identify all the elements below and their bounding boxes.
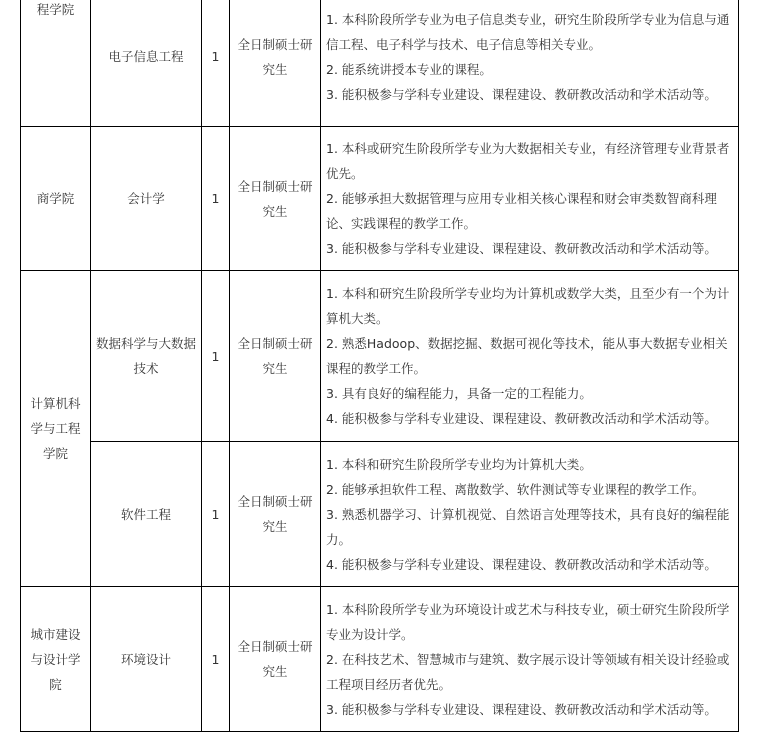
position-count: 1 bbox=[211, 506, 220, 522]
recruitment-table-container bbox=[20, 0, 738, 732]
education-type-cell bbox=[230, 442, 321, 587]
major-name: 数据科学与大数据技术 bbox=[95, 336, 196, 376]
count-cell bbox=[202, 127, 230, 271]
education-type: 全日制硕士研究生 bbox=[237, 336, 313, 376]
college-cell bbox=[21, 127, 91, 271]
requirement-item: 3. 具有良好的编程能力，具备一定的工程能力。 bbox=[326, 386, 592, 401]
requirement-item: 4. 能积极参与学科专业建设、课程建设、教研教改活动和学术活动等。 bbox=[326, 411, 717, 426]
recruitment-table bbox=[20, 0, 739, 732]
education-type: 全日制硕士研究生 bbox=[237, 36, 313, 77]
count-cell bbox=[202, 0, 230, 127]
requirement-item: 2. 熟悉Hadoop、数据挖掘、数据可视化等技术，能从事大数据专业相关课程的教学工作。 bbox=[326, 336, 728, 376]
requirements-cell bbox=[321, 0, 739, 127]
education-type: 全日制硕士研究生 bbox=[237, 494, 313, 534]
major-cell bbox=[91, 0, 202, 127]
requirements-cell bbox=[321, 271, 739, 442]
requirement-item: 1. 本科或研究生阶段所学专业为大数据相关专业，有经济管理专业背景者优先。 bbox=[326, 141, 730, 181]
education-type-cell bbox=[230, 127, 321, 271]
requirements-cell bbox=[321, 442, 739, 587]
education-type-cell bbox=[230, 587, 321, 732]
count-cell bbox=[202, 271, 230, 442]
position-count: 1 bbox=[211, 348, 220, 364]
table-row bbox=[21, 442, 739, 587]
college-cell bbox=[21, 271, 91, 587]
requirement-item: 1. 本科和研究生阶段所学专业均为计算机大类。 bbox=[326, 456, 592, 472]
requirement-item: 3. 能积极参与学科专业建设、课程建设、教研教改活动和学术活动等。 bbox=[326, 86, 717, 102]
requirement-item: 1. 本科阶段所学专业为环境设计或艺术与科技专业，硕士研究生阶段所学专业为设计学。 bbox=[326, 601, 730, 642]
count-cell bbox=[202, 442, 230, 587]
major-name: 软件工程 bbox=[120, 506, 171, 522]
requirement-item: 2. 能系统讲授本专业的课程。 bbox=[326, 61, 492, 77]
requirement-item: 3. 熟悉机器学习、计算机视觉、自然语言处理等技术，具有良好的编程能力。 bbox=[326, 506, 730, 547]
position-count: 1 bbox=[211, 651, 220, 667]
major-name: 环境设计 bbox=[120, 651, 171, 667]
table-row bbox=[21, 271, 739, 442]
requirement-item: 2. 能够承担软件工程、离散数学、软件测试等专业课程的教学工作。 bbox=[326, 481, 705, 497]
requirement-item: 2. 在科技艺术、智慧城市与建筑、数字展示设计等领域有相关设计经验或工程项目经历者优先。 bbox=[326, 651, 730, 692]
requirements-cell bbox=[321, 587, 739, 732]
major-name: 电子信息工程 bbox=[108, 49, 184, 64]
table-row bbox=[21, 0, 739, 127]
college-cell bbox=[21, 587, 91, 732]
table-row bbox=[21, 587, 739, 732]
education-type: 全日制硕士研究生 bbox=[237, 178, 313, 219]
requirement-item: 1. 本科阶段所学专业为电子信息类专业，研究生阶段所学专业为信息与通信工程、电子科学与技术、电子信息等相关专业。 bbox=[326, 11, 730, 52]
major-cell bbox=[91, 271, 202, 442]
college-name: 程学院 bbox=[36, 2, 75, 17]
major-name: 会计学 bbox=[127, 191, 165, 206]
college-name: 计算机科学与工程学院 bbox=[30, 396, 81, 461]
requirement-item: 2. 能够承担大数据管理与应用专业相关核心课程和财会审类数智商科理论、实践课程的教学工作。 bbox=[326, 191, 717, 231]
count-cell bbox=[202, 587, 230, 732]
table-row bbox=[21, 127, 739, 271]
major-cell bbox=[91, 127, 202, 271]
college-name: 城市建设与设计学院 bbox=[30, 626, 81, 692]
major-cell bbox=[91, 587, 202, 732]
position-count: 1 bbox=[211, 191, 220, 206]
requirement-item: 1. 本科和研究生阶段所学专业均为计算机或数学大类，且至少有一个为计算机大类。 bbox=[326, 286, 730, 326]
requirement-item: 3. 能积极参与学科专业建设、课程建设、教研教改活动和学术活动等。 bbox=[326, 701, 717, 717]
college-cell bbox=[21, 0, 91, 127]
requirement-item: 3. 能积极参与学科专业建设、课程建设、教研教改活动和学术活动等。 bbox=[326, 241, 717, 256]
major-cell bbox=[91, 442, 202, 587]
requirement-item: 4. 能积极参与学科专业建设、课程建设、教研教改活动和学术活动等。 bbox=[326, 556, 717, 572]
education-type-cell bbox=[230, 271, 321, 442]
position-count: 1 bbox=[211, 49, 220, 64]
education-type-cell bbox=[230, 0, 321, 127]
requirements-cell bbox=[321, 127, 739, 271]
college-name: 商学院 bbox=[36, 191, 75, 206]
education-type: 全日制硕士研究生 bbox=[237, 639, 313, 679]
